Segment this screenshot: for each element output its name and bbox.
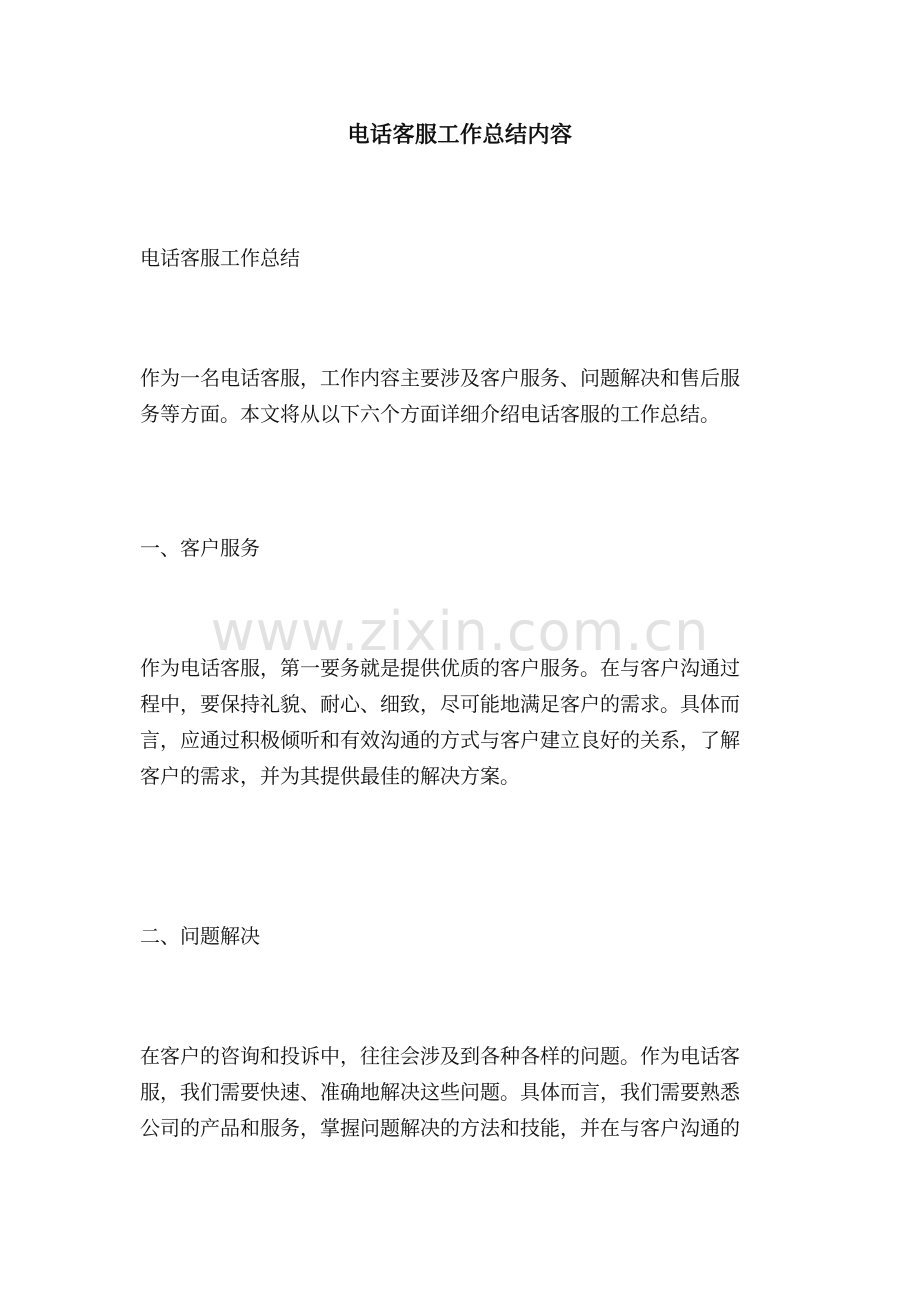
section-heading-problem-solving: 二、问题解决: [140, 924, 260, 948]
intro-paragraph: [140, 360, 790, 432]
section2-paragraph: [140, 1038, 790, 1146]
section1-line: 作为电话客服，第一要务就是提供优质的客户服务。在与客户沟通过: [140, 656, 740, 680]
document-title: 电话客服工作总结内容: [347, 122, 573, 148]
section1-line: 客户的需求，并为其提供最佳的解决方案。: [140, 764, 520, 788]
section-heading-customer-service: 一、客户服务: [140, 536, 260, 560]
section1-line: 言，应通过积极倾听和有效沟通的方式与客户建立良好的关系，了解: [140, 728, 740, 752]
section2-line: 公司的产品和服务，掌握问题解决的方法和技能，并在与客户沟通的: [140, 1116, 740, 1140]
section1-paragraph: [140, 650, 790, 794]
document-subtitle: 电话客服工作总结: [140, 246, 300, 270]
watermark: www.zixin.com.cn: [210, 600, 710, 663]
intro-line: 作为一名电话客服，工作内容主要涉及客户服务、问题解决和售后服: [140, 366, 740, 390]
section1-line: 程中，要保持礼貌、耐心、细致，尽可能地满足客户的需求。具体而: [140, 692, 740, 716]
section2-line: 服，我们需要快速、准确地解决这些问题。具体而言，我们需要熟悉: [140, 1080, 740, 1104]
intro-line: 务等方面。本文将从以下六个方面详细介绍电话客服的工作总结。: [140, 402, 720, 426]
section2-line: 在客户的咨询和投诉中，往往会涉及到各种各样的问题。作为电话客: [140, 1044, 740, 1068]
